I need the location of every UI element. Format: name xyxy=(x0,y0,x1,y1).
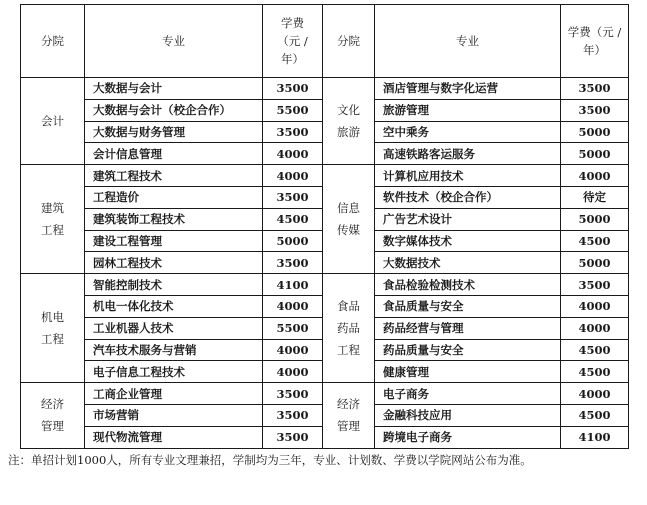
header-fee-left-text: 学费（元 / 年） xyxy=(277,16,308,66)
major-cell: 工业机器人技术 xyxy=(85,317,263,339)
major-cell: 大数据与会计 xyxy=(85,78,263,100)
header-dept-left: 分院 xyxy=(21,5,85,78)
fee-cell: 4000 xyxy=(263,143,323,165)
fee-cell: 待定 xyxy=(561,186,629,208)
dept-label: 管理 xyxy=(337,419,360,434)
fee-cell: 5500 xyxy=(263,99,323,121)
major-cell: 建设工程管理 xyxy=(85,230,263,252)
major-cell: 跨境电子商务 xyxy=(375,426,561,448)
dept-label: 药品 xyxy=(337,321,360,336)
table-row xyxy=(21,165,629,187)
fee-cell: 4500 xyxy=(263,208,323,230)
dept-label: 管理 xyxy=(41,419,64,434)
fee-cell: 4000 xyxy=(561,383,629,405)
dept-cell-right xyxy=(323,383,375,448)
fee-cell: 4000 xyxy=(561,317,629,339)
table-row xyxy=(21,274,629,296)
major-cell: 市场营销 xyxy=(85,404,263,426)
major-cell: 工商企业管理 xyxy=(85,383,263,405)
major-cell: 机电一体化技术 xyxy=(85,295,263,317)
dept-cell-left xyxy=(21,165,85,274)
fee-cell: 3500 xyxy=(263,186,323,208)
header-fee-right-text: 学费（元 / 年） xyxy=(567,25,622,57)
dept-label: 会计 xyxy=(41,114,64,129)
fee-cell: 5000 xyxy=(561,252,629,274)
fee-cell: 4500 xyxy=(561,361,629,383)
major-cell: 药品质量与安全 xyxy=(375,339,561,361)
major-cell: 酒店管理与数字化运营 xyxy=(375,78,561,100)
dept-label: 信息 xyxy=(337,201,360,216)
dept-label: 工程 xyxy=(337,343,360,358)
dept-label: 经济 xyxy=(41,397,64,412)
tuition-table xyxy=(20,4,629,449)
major-cell: 食品质量与安全 xyxy=(375,295,561,317)
fee-cell: 5000 xyxy=(561,208,629,230)
major-cell: 金融科技应用 xyxy=(375,404,561,426)
major-cell: 高速铁路客运服务 xyxy=(375,143,561,165)
table-row xyxy=(21,383,629,405)
major-cell: 建筑装饰工程技术 xyxy=(85,208,263,230)
footnote: 注：单招计划1000人，所有专业文理兼招，学制均为三年，专业、计划数、学费以学院网站公布为准。 xyxy=(8,453,532,467)
fee-cell: 4000 xyxy=(263,295,323,317)
major-cell: 园林工程技术 xyxy=(85,252,263,274)
dept-cell-right xyxy=(323,274,375,383)
header-major-left: 专业 xyxy=(85,5,263,78)
fee-cell: 5000 xyxy=(561,143,629,165)
dept-label: 工程 xyxy=(41,223,64,238)
major-cell: 广告艺术设计 xyxy=(375,208,561,230)
header-fee-right xyxy=(561,5,629,78)
header-dept-right: 分院 xyxy=(323,5,375,78)
dept-cell-left xyxy=(21,383,85,448)
major-cell: 健康管理 xyxy=(375,361,561,383)
fee-cell: 3500 xyxy=(263,78,323,100)
major-cell: 大数据与财务管理 xyxy=(85,121,263,143)
major-cell: 电子商务 xyxy=(375,383,561,405)
fee-cell: 3500 xyxy=(263,404,323,426)
dept-label: 旅游 xyxy=(337,125,360,140)
fee-cell: 4000 xyxy=(263,361,323,383)
fee-cell: 3500 xyxy=(263,426,323,448)
fee-cell: 3500 xyxy=(263,252,323,274)
fee-cell: 4500 xyxy=(561,230,629,252)
fee-cell: 3500 xyxy=(561,78,629,100)
fee-cell: 3500 xyxy=(263,383,323,405)
table-row xyxy=(21,78,629,100)
major-cell: 大数据技术 xyxy=(375,252,561,274)
dept-label: 食品 xyxy=(337,299,360,314)
header-major-right: 专业 xyxy=(375,5,561,78)
major-cell: 旅游管理 xyxy=(375,99,561,121)
major-cell: 软件技术（校企合作） xyxy=(375,186,561,208)
fee-cell: 4500 xyxy=(561,404,629,426)
major-cell: 计算机应用技术 xyxy=(375,165,561,187)
dept-label: 文化 xyxy=(337,103,360,118)
major-cell: 工程造价 xyxy=(85,186,263,208)
major-cell: 汽车技术服务与营销 xyxy=(85,339,263,361)
fee-cell: 3500 xyxy=(561,274,629,296)
fee-cell: 4000 xyxy=(561,295,629,317)
major-cell: 会计信息管理 xyxy=(85,143,263,165)
major-cell: 建筑工程技术 xyxy=(85,165,263,187)
fee-cell: 4100 xyxy=(263,274,323,296)
dept-label: 工程 xyxy=(41,332,64,347)
major-cell: 药品经营与管理 xyxy=(375,317,561,339)
fee-cell: 3500 xyxy=(561,99,629,121)
fee-cell: 4500 xyxy=(561,339,629,361)
dept-cell-right xyxy=(323,165,375,274)
dept-cell-left xyxy=(21,78,85,165)
major-cell: 食品检验检测技术 xyxy=(375,274,561,296)
fee-cell: 4000 xyxy=(263,339,323,361)
fee-cell: 5500 xyxy=(263,317,323,339)
dept-cell-right xyxy=(323,78,375,165)
major-cell: 电子信息工程技术 xyxy=(85,361,263,383)
dept-label: 传媒 xyxy=(337,223,360,238)
dept-cell-left xyxy=(21,274,85,383)
fee-cell: 5000 xyxy=(263,230,323,252)
fee-cell: 5000 xyxy=(561,121,629,143)
major-cell: 智能控制技术 xyxy=(85,274,263,296)
dept-label: 机电 xyxy=(41,310,64,325)
fee-cell: 4000 xyxy=(561,165,629,187)
major-cell: 现代物流管理 xyxy=(85,426,263,448)
fee-cell: 4000 xyxy=(263,165,323,187)
dept-label: 建筑 xyxy=(41,201,64,216)
major-cell: 大数据与会计（校企合作） xyxy=(85,99,263,121)
fee-cell: 3500 xyxy=(263,121,323,143)
header-row xyxy=(21,5,629,78)
tuition-table-body xyxy=(21,5,629,449)
header-fee-left xyxy=(263,5,323,78)
major-cell: 空中乘务 xyxy=(375,121,561,143)
dept-label: 经济 xyxy=(337,397,360,412)
fee-cell: 4100 xyxy=(561,426,629,448)
major-cell: 数字媒体技术 xyxy=(375,230,561,252)
